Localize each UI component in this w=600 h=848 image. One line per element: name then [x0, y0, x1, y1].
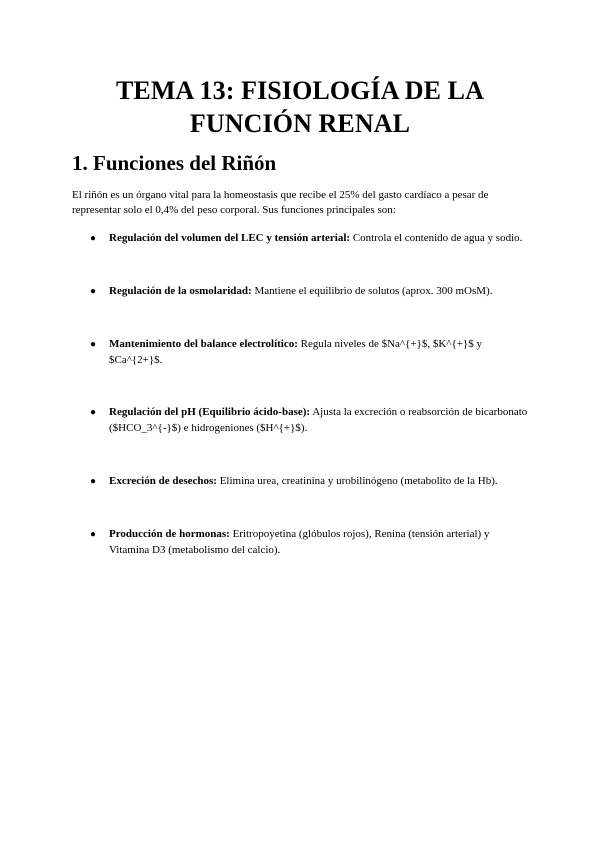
list-item	[90, 474, 530, 490]
intro-paragraph: El riñón es un órgano vital para la homeostasis que recibe el 25% del gasto cardíaco a pesar de representar solo el 0,4% del peso corporal. Sus funciones principales son:	[72, 189, 489, 216]
bullet-icon: ●	[90, 233, 97, 244]
list-item-description: Controla el contenido de agua y sodio.	[352, 232, 523, 244]
list-item-label: Regulación del volumen del LEC y tensión arterial:	[109, 232, 351, 244]
list-item-text	[109, 284, 530, 300]
document-title	[60, 74, 540, 140]
list-item-text	[109, 337, 530, 368]
list-item-text	[109, 231, 530, 247]
list-item-text	[109, 405, 530, 436]
list-item-label: Regulación de la osmolaridad:	[109, 285, 252, 297]
bullet-icon: ●	[90, 339, 97, 350]
list-item-description: Ajusta la excreción o reabsorción de bicarbonato ($HCO_3^{-}$) e hidrogeniones ($H^{+}$).	[109, 406, 528, 434]
list-item-description: Eritropoyetina (glóbulos rojos), Renina (tensión arterial) y Vitamina D3 (metabolismo del calcio).	[109, 528, 490, 556]
title-line-2: FUNCIÓN RENAL	[189, 109, 411, 138]
list-item-text	[109, 474, 530, 490]
bullet-icon: ●	[90, 407, 97, 418]
list-item-description: Regula niveles de $Na^{+}$, $K^{+}$ y $Ca^{2+}$.	[109, 338, 482, 366]
list-item-text	[109, 527, 530, 558]
list-item-label: Mantenimiento del balance electrolítico:	[109, 338, 298, 350]
list-item-label: Excreción de desechos:	[109, 475, 217, 487]
list-item-label: Regulación del pH (Equilibrio ácido-base):	[109, 406, 311, 418]
list-item-description: Elimina urea, creatinina y urobilinógeno (metabolito de la Hb).	[219, 475, 498, 487]
title-line-1: TEMA 13: FISIOLOGÍA DE LA	[115, 76, 484, 105]
list-item	[90, 231, 530, 247]
section-heading: 1. Funciones del Riñón	[72, 151, 277, 175]
bullet-icon: ●	[90, 529, 97, 540]
list-item	[90, 337, 530, 368]
list-item	[90, 284, 530, 300]
list-item	[90, 405, 530, 436]
list-item	[90, 527, 530, 558]
bullet-icon: ●	[90, 286, 97, 297]
bullet-icon: ●	[90, 476, 97, 487]
list-item-description: Mantiene el equilibrio de solutos (aprox. 300 mOsM).	[254, 285, 493, 297]
list-item-label: Producción de hormonas:	[109, 528, 230, 540]
